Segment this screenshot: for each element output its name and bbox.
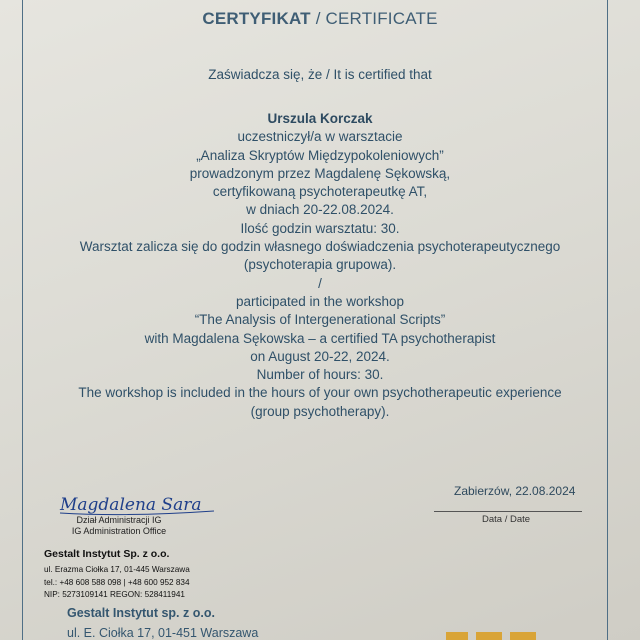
body-line: w dniach 20-22.08.2024. xyxy=(246,202,394,218)
body-line: The workshop is included in the hours of your own psychotherapeutic experience xyxy=(78,385,562,401)
stamp-ids: NIP: 5273109141 REGON: 528411941 xyxy=(44,590,185,599)
stamp-address: ul. Erazma Ciołka 17, 01-445 Warszawa xyxy=(44,565,190,574)
recipient-name: Urszula Korczak xyxy=(267,111,373,126)
body-line: Number of hours: 30. xyxy=(256,367,384,383)
logo-fragment xyxy=(442,630,540,640)
body-line: certyfikowaną psychoterapeutkę AT, xyxy=(212,184,428,200)
body-line: „Analiza Skryptów Międzypokoleniowych” xyxy=(196,147,444,163)
certificate-title xyxy=(0,9,640,29)
stamp-dept-en: IG Administration Office xyxy=(71,526,167,536)
date-label: Data / Date xyxy=(482,514,531,525)
title-en: / CERTIFICATE xyxy=(310,9,438,28)
certification-intro: Zaświadcza się, że / It is certified that xyxy=(208,67,432,82)
title-pl: CERTYFIKAT xyxy=(202,9,311,28)
footer-address: ul. E. Ciołka 17, 01-451 Warszawa xyxy=(67,626,259,640)
footer xyxy=(67,603,258,640)
body-line: / xyxy=(318,275,322,291)
footer-company: Gestalt Instytut sp. z o.o. xyxy=(67,606,215,620)
body-line: Ilość godzin warsztatu: 30. xyxy=(240,220,400,236)
certificate-body xyxy=(0,110,640,421)
svg-text:Magdalena Sara: Magdalena Sara xyxy=(60,495,202,515)
body-line: with Magdalena Sękowska – a certified TA psychotherapist xyxy=(144,330,496,346)
body-line: (psychoterapia grupowa). xyxy=(243,257,397,273)
stamp-company: Gestalt Instytut Sp. z o.o. xyxy=(44,548,170,560)
body-line: participated in the workshop xyxy=(235,293,405,309)
body-line: uczestniczył/a w warsztacie xyxy=(237,129,403,145)
body-line: Warsztat zalicza się do godzin własnego doświadczenia psychoterapeutycznego xyxy=(79,239,561,255)
stamp-phone: tel.: +48 608 588 098 | +48 600 952 834 xyxy=(44,577,190,587)
body-line: (group psychotherapy). xyxy=(250,403,390,419)
body-line: “The Analysis of Intergenerational Scripts” xyxy=(194,312,446,328)
body-line: on August 20-22, 2024. xyxy=(250,348,390,364)
company-stamp xyxy=(44,515,204,602)
body-line: prowadzonym przez Magdalenę Sękowską, xyxy=(189,165,451,181)
stamp-dept-pl: Dział Administracji IG xyxy=(76,515,162,525)
place-and-date: Zabierzów, 22.08.2024 xyxy=(454,484,576,498)
date-signature-line xyxy=(434,511,582,512)
